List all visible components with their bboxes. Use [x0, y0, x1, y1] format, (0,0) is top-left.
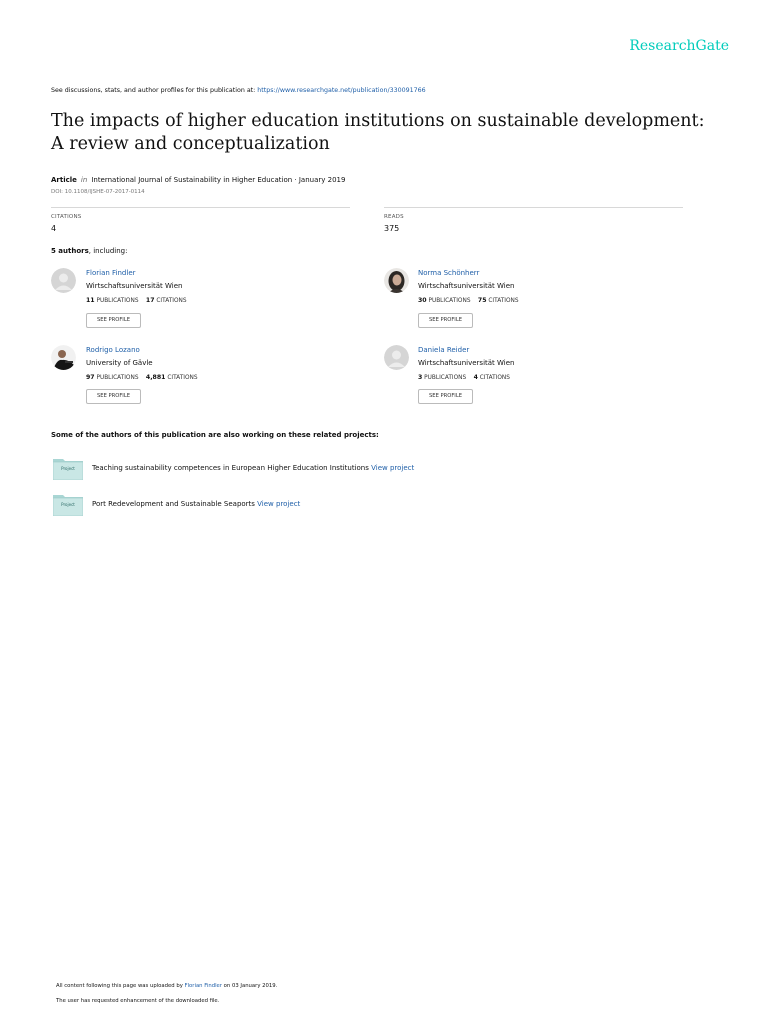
- discussion-line: [51, 87, 426, 94]
- authors-heading: [51, 247, 127, 255]
- author-name[interactable]: Daniela Reider: [418, 346, 470, 354]
- journal-info: International Journal of Sustainability in Higher Education · January 2019: [91, 176, 346, 184]
- discussion-text: See discussions, stats, and author profiles for this publication at:: [51, 87, 258, 94]
- author-stats: 97 PUBLICATIONS 4,881 CITATIONS: [86, 374, 198, 381]
- doi: DOI: 10.1108/IJSHE-07-2017-0114: [51, 189, 145, 195]
- project-folder-label: Project: [61, 502, 75, 507]
- author-institution: Wirtschaftsuniversität Wien: [418, 282, 515, 290]
- divider-reads: [384, 207, 683, 208]
- project-folder-label: Project: [61, 466, 75, 471]
- authors-count: 5 authors: [51, 247, 89, 255]
- authors-suffix: , including:: [88, 247, 128, 255]
- project-folder-icon: [53, 493, 83, 516]
- upload-note: All content following this page was uploaded by Florian Findler on 03 January 2019.: [56, 983, 278, 989]
- divider-citations: [51, 207, 350, 208]
- see-profile-button[interactable]: SEE PROFILE: [86, 389, 141, 404]
- avatar-placeholder-icon[interactable]: [384, 345, 409, 370]
- citations-value: 4: [51, 224, 57, 233]
- publication-link[interactable]: https://www.researchgate.net/publication/330091766: [257, 87, 426, 94]
- publication-title: The impacts of higher education institutions on sustainable development: A review and conceptualization: [51, 111, 705, 154]
- reads-label: READS: [384, 214, 404, 220]
- project-title: Port Redevelopment and Sustainable Seaports: [92, 500, 258, 508]
- project-item: [92, 500, 300, 508]
- author-name[interactable]: Rodrigo Lozano: [86, 346, 140, 354]
- uploader-link[interactable]: Florian Findler: [184, 983, 222, 989]
- publication-meta: [51, 176, 345, 184]
- reads-value: 375: [384, 224, 400, 233]
- related-projects-heading: Some of the authors of this publication are also working on these related projects:: [51, 431, 379, 439]
- citations-label: CITATIONS: [51, 214, 82, 220]
- author-photo-icon[interactable]: [51, 345, 76, 370]
- project-folder-icon: [53, 457, 83, 480]
- author-institution: Wirtschaftsuniversität Wien: [418, 359, 515, 367]
- author-institution: Wirtschaftsuniversität Wien: [86, 282, 183, 290]
- enhancement-note: The user has requested enhancement of the downloaded file.: [56, 998, 220, 1004]
- view-project-link[interactable]: View project: [371, 464, 415, 472]
- author-name[interactable]: Norma Schönherr: [418, 269, 480, 277]
- author-institution: University of Gävle: [86, 359, 153, 367]
- see-profile-button[interactable]: SEE PROFILE: [418, 313, 473, 328]
- researchgate-logo[interactable]: ResearchGate: [629, 38, 729, 54]
- author-name[interactable]: Florian Findler: [86, 269, 136, 277]
- project-item: [92, 464, 414, 472]
- in-label: in: [80, 176, 88, 184]
- author-stats: 11 PUBLICATIONS 17 CITATIONS: [86, 297, 187, 304]
- project-title: Teaching sustainability competences in European Higher Education Institutions: [92, 464, 372, 472]
- article-type: Article: [51, 176, 77, 184]
- author-stats: 30 PUBLICATIONS 75 CITATIONS: [418, 297, 519, 304]
- view-project-link[interactable]: View project: [257, 500, 301, 508]
- see-profile-button[interactable]: SEE PROFILE: [418, 389, 473, 404]
- avatar-placeholder-icon[interactable]: [51, 268, 76, 293]
- author-photo-icon[interactable]: [384, 268, 409, 293]
- see-profile-button[interactable]: SEE PROFILE: [86, 313, 141, 328]
- author-stats: 3 PUBLICATIONS 4 CITATIONS: [418, 374, 510, 381]
